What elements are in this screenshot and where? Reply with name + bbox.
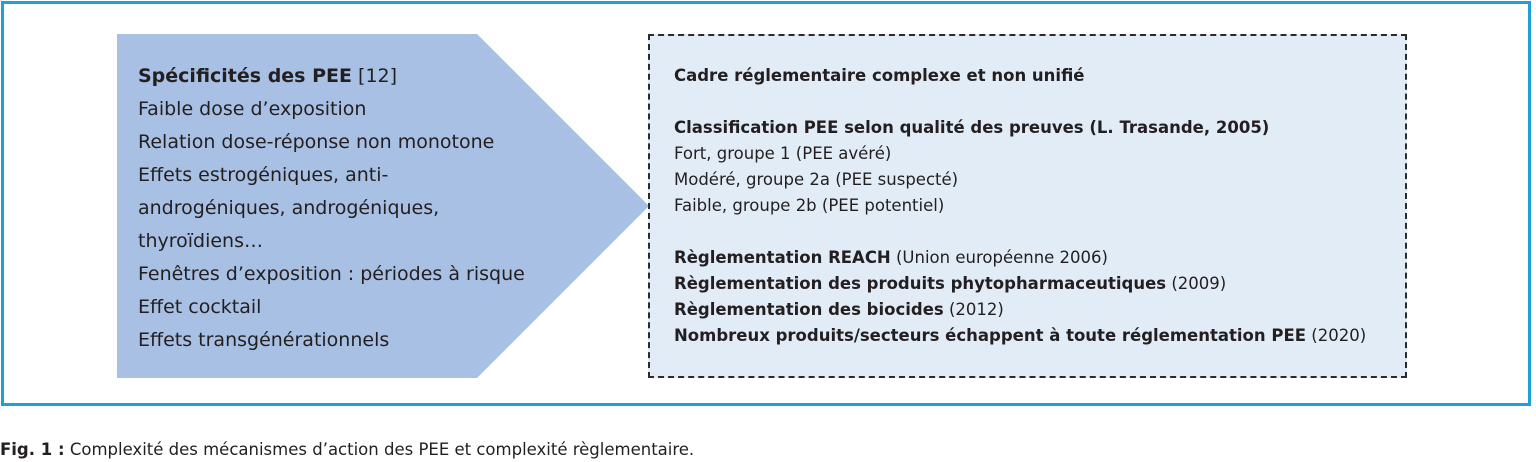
left-panel-ref: [12] [358,65,398,87]
left-item: androgéniques, androgéniques, [138,197,440,219]
left-item: Relation dose-réponse non monotone [138,131,495,153]
left-item: Fenêtres d’exposition : périodes à risque [138,263,525,285]
regulation-item: Nombreux produits/secteurs échappent à toute réglementation PEE (2020) [674,326,1367,345]
regulation-item: Règlementation REACH (Union européenne 2006) [674,248,1108,267]
caption-label: Fig. 1 : [0,440,65,459]
left-panel [138,60,528,357]
classification-item: Faible, groupe 2b (PEE potentiel) [674,196,945,215]
classification-title: Classification PEE selon qualité des preuves (L. Trasande, 2005) [674,118,1270,137]
right-panel-title: Cadre réglementaire complexe et non unifié [674,66,1085,85]
left-item: Effets estrogéniques, anti- [138,164,389,186]
left-panel-title: Spécificités des PEE [12] [138,65,398,87]
classification-item: Fort, groupe 1 (PEE avéré) [674,144,892,163]
classification-item: Modéré, groupe 2a (PEE suspecté) [674,170,959,189]
regulation-item: Règlementation des biocides (2012) [674,300,1004,319]
figure-caption [0,440,694,459]
left-item: thyroïdiens… [138,230,264,252]
caption-text: Complexité des mécanismes d’action des PEE et complexité règlementaire. [64,440,695,459]
left-item: Faible dose d’exposition [138,98,367,120]
right-panel [674,63,1394,349]
left-item: Effets transgénérationnels [138,329,390,351]
left-item: Effet cocktail [138,296,262,318]
regulation-item: Règlementation des produits phytopharmaceutiques (2009) [674,274,1227,293]
